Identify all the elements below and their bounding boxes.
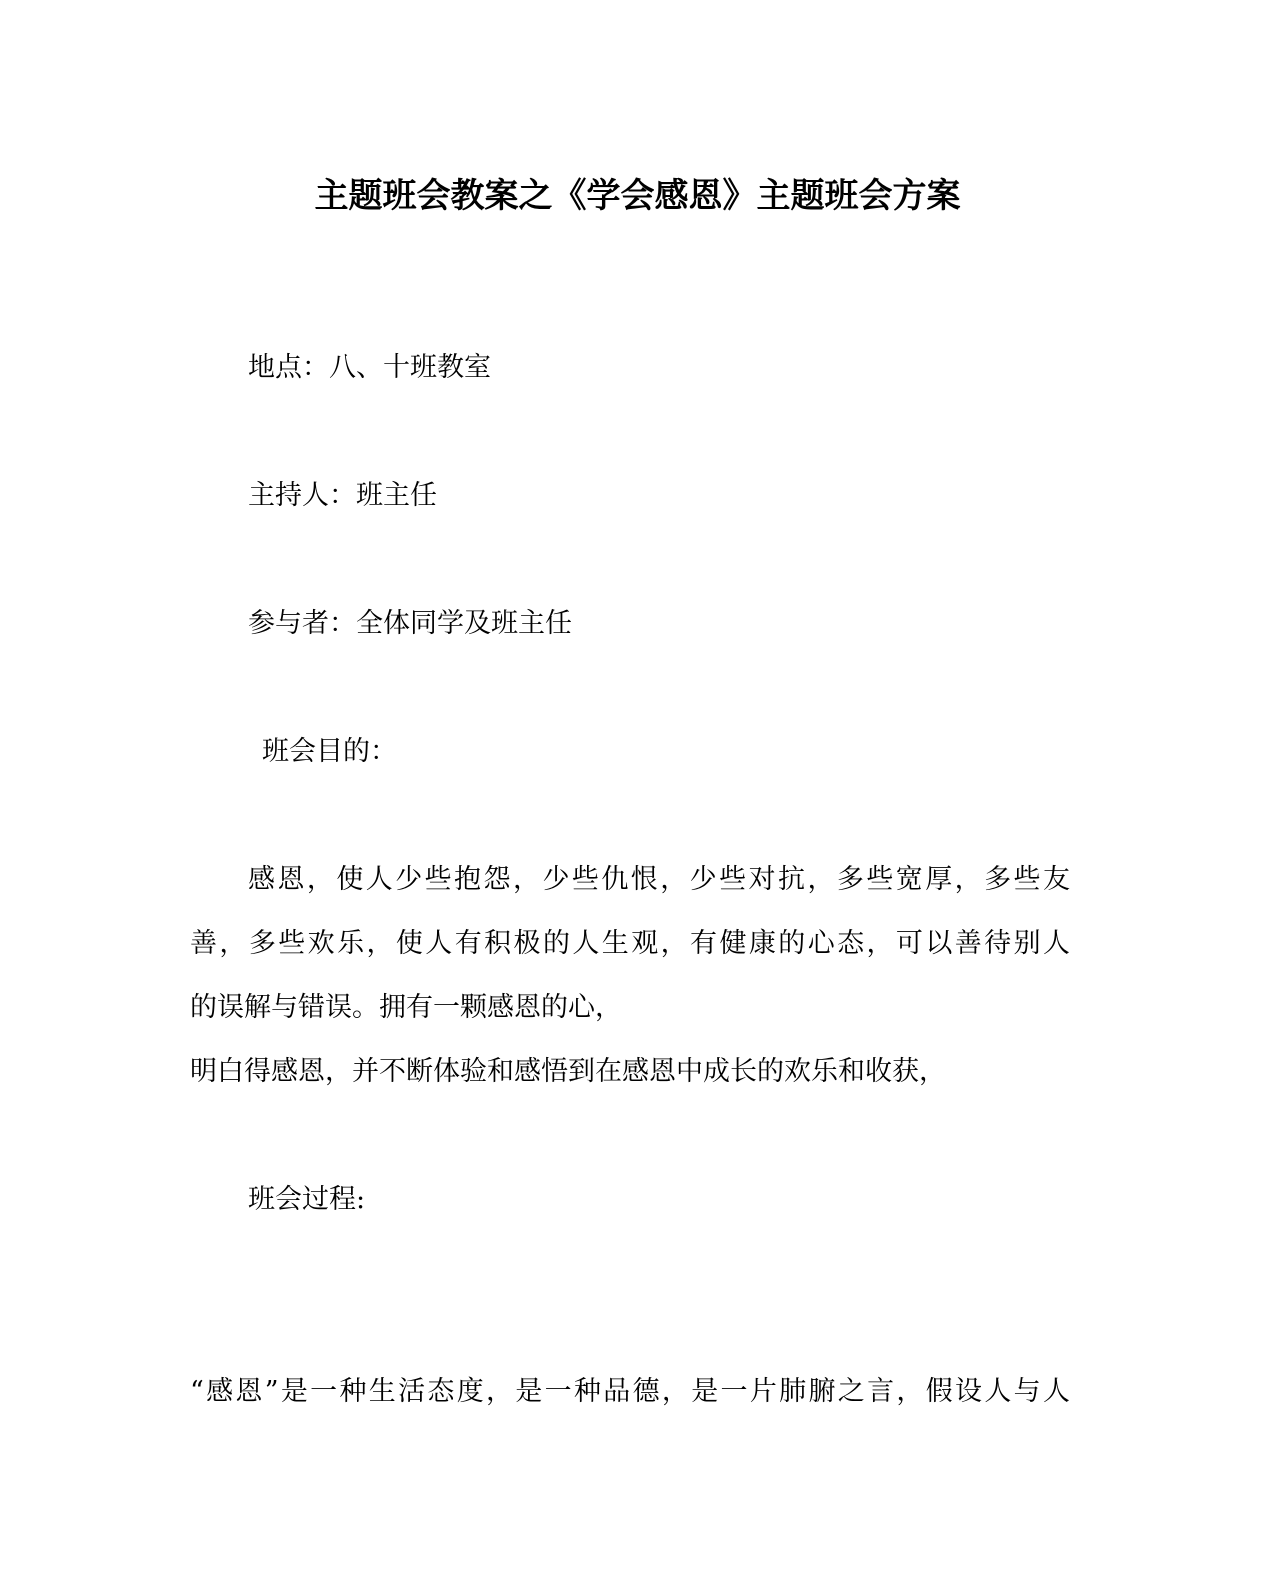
purpose-paragraph-line: 的误解与错误。拥有一颗感恩的心， bbox=[190, 992, 622, 1023]
location-line: 地点：八、十班教室 bbox=[248, 352, 491, 383]
participants-line: 参与者：全体同学及班主任 bbox=[248, 608, 572, 639]
purpose-paragraph-line: 明白得感恩，并不断体验和感悟到在感恩中成长的欢乐和收获， bbox=[190, 1056, 946, 1087]
host-line: 主持人：班主任 bbox=[248, 480, 437, 511]
purpose-paragraph-line: 善，多些欢乐，使人有积极的人生观，有健康的心态，可以善待别人 bbox=[190, 928, 1070, 959]
purpose-heading: 班会目的： bbox=[262, 736, 397, 767]
process-heading: 班会过程: bbox=[248, 1184, 366, 1215]
process-paragraph-line: “感恩”是一种生活态度，是一种品德，是一片肺腑之言，假设人与人 bbox=[190, 1376, 1070, 1407]
purpose-paragraph-line: 感恩，使人少些抱怨，少些仇恨，少些对抗，多些宽厚，多些友 bbox=[248, 864, 1070, 895]
document-title: 主题班会教案之《学会感恩》主题班会方案 bbox=[314, 176, 961, 216]
